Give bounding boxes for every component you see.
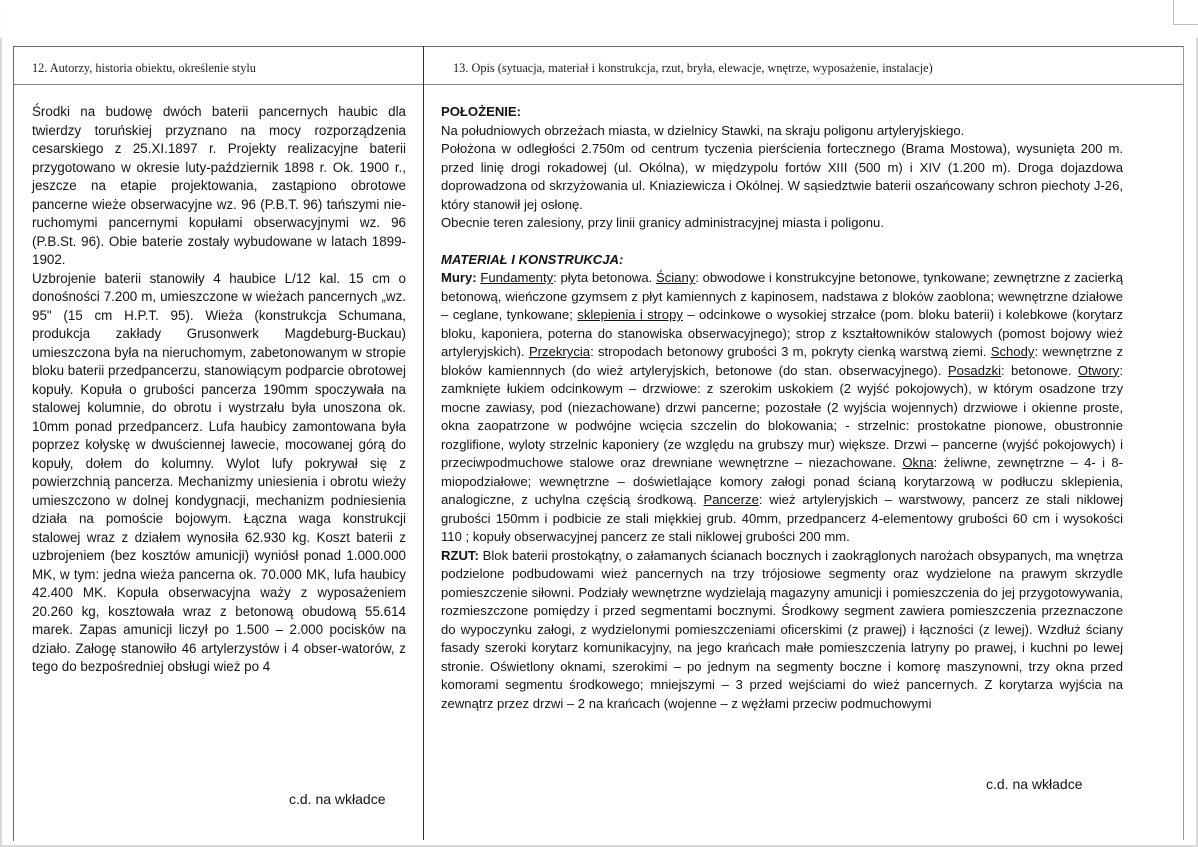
polozenie-line-2: Położona w odległości 2.750m od centrum tyczenia pierścienia fortecznego (Brama Mostowa), wysunięta 200 m. przed linię drogi rokadowej (ul. Okólna), w międzypolu fortów XIII (500 m) i XIV (1.200 m). Droga dojazdowa doprowadzona od skrzyżowania ul. Kniaziewicza i Okólnej. W sąsiedztwie baterii oszańcowany schron piechoty J-26, który stanowił jej osłonę. (441, 141, 1123, 212)
pancerze-label: Pancerze (703, 492, 759, 507)
sklepienia-label: sklepienia i stropy (577, 307, 683, 322)
polozenie-line-3: Obecnie teren zalesiony, przy linii granicy administracyjnej miasta i poligonu. (441, 215, 884, 230)
posadzki-label: Posadzki (947, 362, 1001, 378)
mury-label: Mury: (441, 270, 477, 285)
okna-label: Okna (902, 455, 934, 470)
page-corner (1173, 0, 1198, 25)
polozenie-heading: POŁOŻENIE: (441, 104, 522, 119)
okna-text: : żeliwne, zewnętrzne – 4- i 8-miopodziałowe; wewnętrzne – doświetlające komory załogi ponad ścianą korytarzową w podłuczu sklepienia, analogiczne, z uchylna częścią środkową. (441, 455, 1123, 507)
sklepienia-text: – odcinkowe o wysokiej strzałce (pom. bloku baterii) i kolebkowe (korytarz bloku, kaponiera, poterna do stanowiska obserwacyjnego); strop z kształtowników stalowych (pomost bojowy wież artyleryjskich). (441, 307, 1124, 359)
history-paragraph-1: Środki na budowę dwóch baterii pancernych haubic dla twierdzy toruńskiej przyznano na mocy rozporządzenia cesarskiego z 25.XI.1897 r. Projekty realizacyjne baterii przygotowano w okresie luty-październik 1898 r. Ok. 1900 r., jeszcze na etapie projektowania, zastąpiono obrotowe pancerne wieże obserwacyjne wz. 96 (P.B.T. 96) tańszymi nie-ruchomymi pancernymi kopułami obserwacyjnymi wz. 96 (P.B.St. 96). Obie baterie zostały wybudowane w latach 1899-1902. (32, 104, 406, 267)
schody-label: Schody (990, 344, 1035, 359)
material-paragraph (441, 269, 1123, 547)
column-divider (423, 46, 424, 840)
rzut-text: Blok baterii prostokątny, o załamanych ścianach bocznych i zaokrąglonych narożach obsypanych, ma wnętrza podzielone podbudowami wież pancernych na trzy trójosiowe segmenty oraz wydzielone na prawym skrzydle pomieszczenie siłowni. Podziały wewnętrzne wydzielają magazyny amunicji i pomieszczenia do jej przygotowywania, rozmieszczone pomiędzy i przed segmentami bocznymi. Środkowy segment zawiera pomieszczenia przeznaczone do wypoczynku załogi, z wydzielonymi pomieszczeniami oficerskimi (z prawej) i łączności (z lewej). Wzdłuż ściany fasady szeroki korytarz komunikacyjny, na jego krańcach małe pomieszczenia latryny po prawej, i kuchni po lewej stronie. Oświetlony oknami, szerokimi – po jednym na segmenty boczne i komorę maszynowni, trzy okna przed komorami segmentu środkowego; mniejszymi – 3 przed wejściami do wież pancernych. Z korytarza wyjścia na zewnątrz przez drzwi – 2 na krańcach (wojenne – z wężłami przeciw podmuchowymi (441, 547, 1123, 711)
section-13-header: 13. Opis (sytuacja, materiał i konstrukcja, rzut, bryła, elewacje, wnętrze, wyposażenie, instalacje) (453, 61, 933, 75)
otwory-text: : zamknięte łukiem odcinkowym – drzwiowe: z szerokim uskokiem (2 wyjść pokojowych), w którym osadzone trzy mocne zawiasy, pod (niezachowane) drzwi pancerne; pozostałe (2 wyjścia wojennych) drzwiowe i okienne proste, okna zaopatrzone w podwójne wcięcia szczelin do blokowania; - strzelnic: prostokatne pionowe, obustronnie rozglifione, wyloty strzelnic kaponiery (ze względu na grubszy mur) większe. Drzwi – pancerne (wyjść pokojowych) i przeciwpodmuchowe stalowe oraz drewniane wewnętrzne – niezachowane. (441, 362, 1123, 470)
fundamenty-label: Fundamenty (480, 270, 554, 285)
form-frame-right (1183, 46, 1184, 840)
przekrycia-text: : stropodach betonowy grubości 3 m, pokryty cienką warstwą ziemi. (590, 344, 991, 359)
history-paragraph-2: Uzbrojenie baterii stanowiły 4 haubice L/12 kal. 15 cm o donośności 7.200 m, umieszczone w wieżach pancernych „wz. 95" (15 cm H.P.T. 95). Wieża (konstrukcja Schumana, produkcja zakłady Grusonwerk Magdeburg-Buckau) umieszczona była na nieruchomym, zabetonowanym w stropie bloku baterii przedpancerzu, stanowiącym podparcie obrotowej kopuły. Kopuła o grubości pancerza 190mm spoczywała na stalowej kolumnie, do obrotu i wystrzału była unoszona ok. 10mm ponad przedpancerz. Lufa haubicy zamontowana była poprzez kołyskę w dwuściennej lawecie, mocowanej górą do kopuły, dołem do kolumny. Wylot lufy pokrywał się z powierzchnią pancerza. Mechanizmy uniesienia i obrotu wieży umieszczono w dolnej kondygnacji, mechanizm podniesienia działa na pomoście bojowym. Łączna waga konstrukcji stalowej wraz z działem wynosiła 62.930 kg. Koszt baterii z uzbrojeniem (bez kosztów amunicji) wyniósł ponad 1.000.000 MK, w tym: jedna wieża pancerna ok. 70.000 MK, lufa haubicy 42.400 MK. Kopuła obserwacyjna waży z wyposażeniem 20.260 kg, kosztowała wraz z betonową obudową 55.614 marek. Zapas amunicji liczył po 1.500 – 2.000 pocisków na działo. Załogę stanowiło 46 artylerzystów i 4 obser-watorów, z tego do bezpośredniej obsługi wież po 4 (32, 270, 406, 674)
rzut-paragraph (441, 547, 1123, 714)
otwory-label: Otwory (1077, 362, 1120, 378)
continued-note-left: c.d. na wkładce (289, 791, 386, 807)
polozenie-line-1: Na południowych obrzeżach miasta, w dzielnicy Stawki, na skraju poligonu artyleryjskiego. (441, 122, 965, 138)
pancerze-text: : wież artyleryjskich – warstwowy, pancerz ze stali niklowej grubości 150mm i podbicie ze stali miękkiej grub. 40mm, przedpancerz 4-elementowy grubości 60 cm i wysokości 110 ; kopuły obserwacyjnej pancerz ze stali niklowej grubości 200 mm. (441, 492, 1123, 544)
przekrycia-label: Przekrycia (528, 344, 591, 359)
sciany-text: : obwodowe i konstrukcyjne betonowe, tynkowane; zewnętrzne z zacierką betonową, wieńczone gzymsem z płyt kamiennych z kapinosem, nadstawa z bloków zaoblona; wewnętrzne działowe – ceglane, tynkowane; (441, 270, 1124, 322)
sciany-label: Ściany (655, 270, 696, 285)
header-divider (14, 84, 1184, 85)
fundamenty-text: : płyta betonowa. (553, 270, 656, 285)
section-12-header: 12. Autorzy, historia obiektu, określenie stylu (32, 61, 256, 75)
posadzki-text: : betonowe. (1000, 362, 1078, 378)
material-heading: MATERIAŁ I KONSTRUKCJA: (441, 251, 624, 267)
history-column (32, 103, 406, 677)
rzut-label: RZUT: (441, 547, 479, 563)
schody-text: : wewnętrzne z bloków kamiennnych (do wież artyleryjskich, betonowe (do stan. obserwacyjnego). (441, 344, 1124, 378)
continued-note-right: c.d. na wkładce (986, 776, 1083, 792)
description-column (441, 103, 1123, 713)
